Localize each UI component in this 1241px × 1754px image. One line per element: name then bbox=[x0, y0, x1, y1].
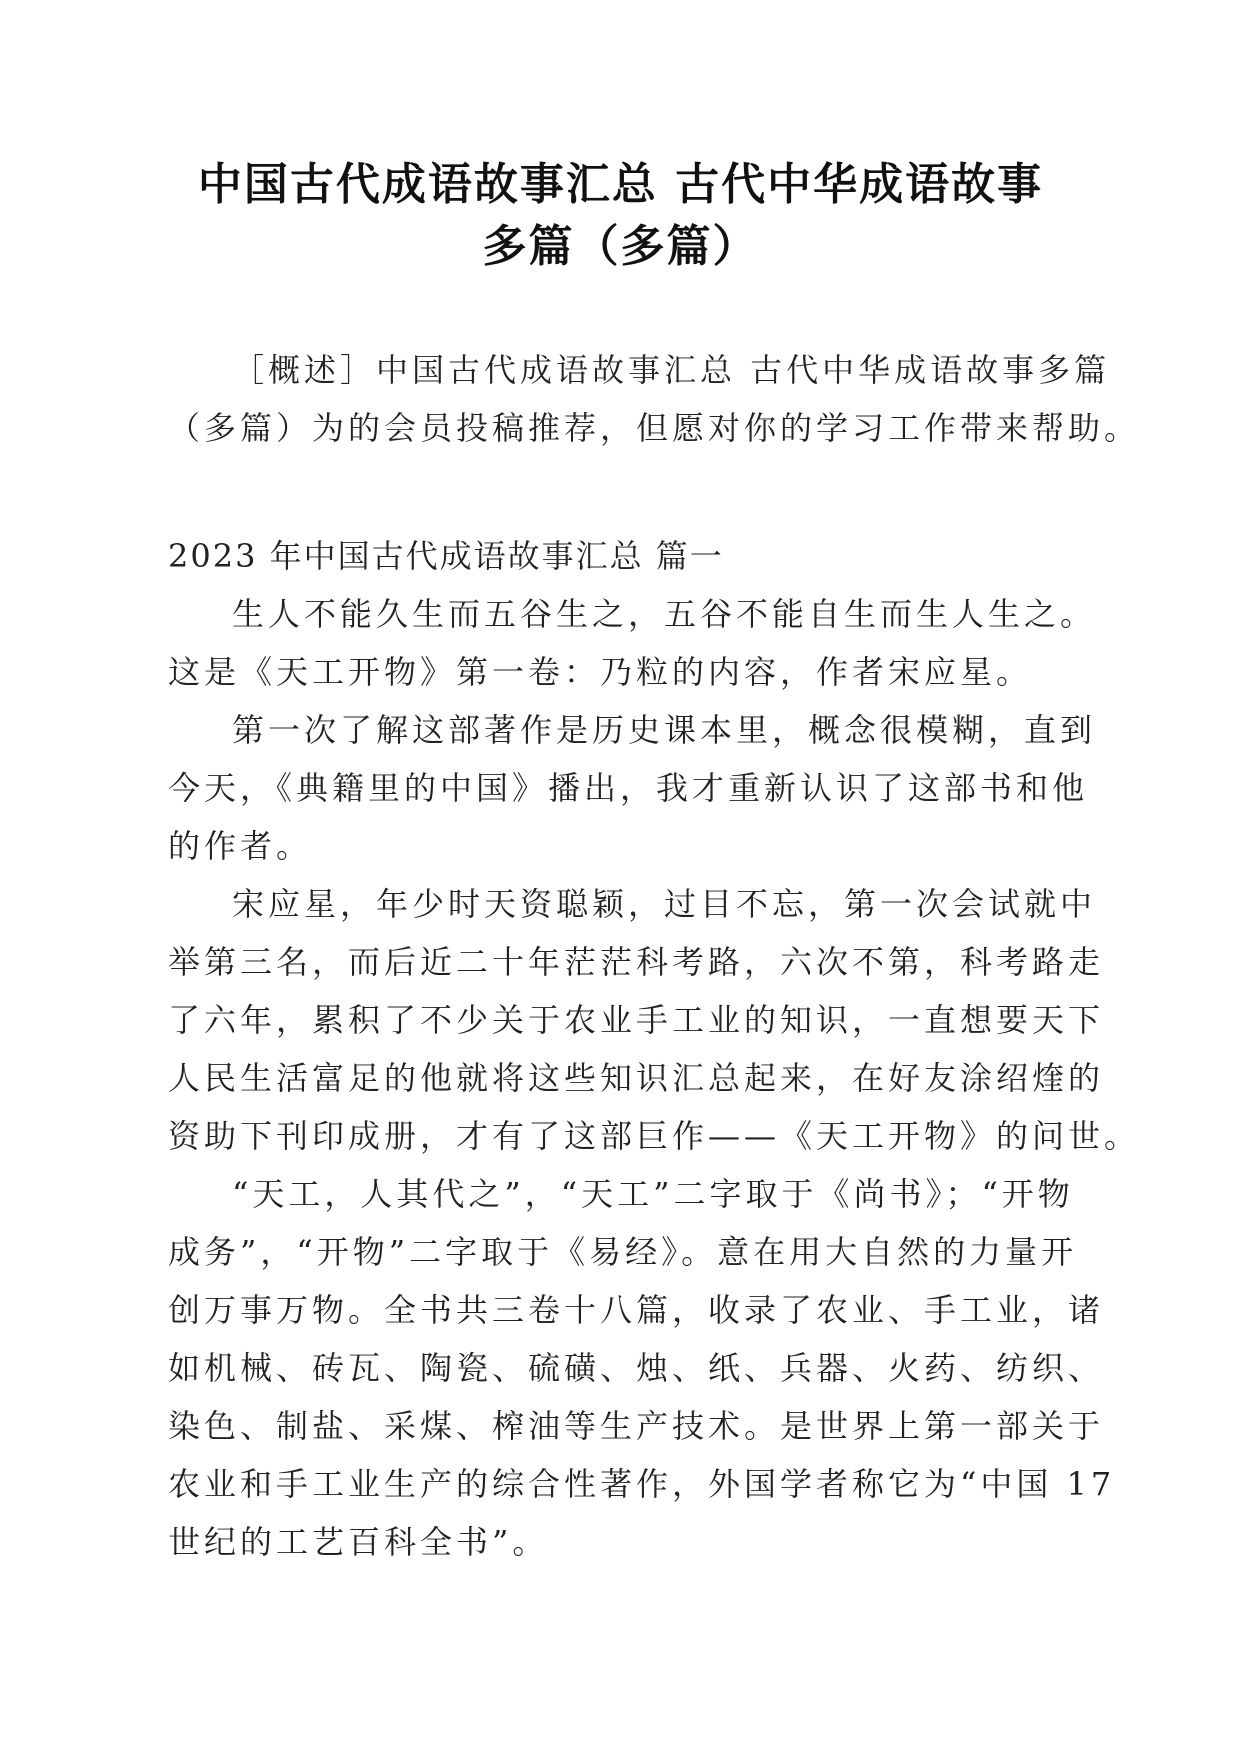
summary-line-1: ［概述］中国古代成语故事汇总 古代中华成语故事多篇 bbox=[232, 351, 1111, 389]
paragraph-line: 农业和手工业生产的综合性著作，外国学者称它为“中国 17 bbox=[168, 1465, 1116, 1503]
document-title-line-1: 中国古代成语故事汇总 古代中华成语故事 bbox=[197, 159, 1044, 210]
document-title-line-2: 多篇（多篇） bbox=[482, 221, 759, 272]
paragraph-line: 世纪的工艺百科全书”。 bbox=[168, 1523, 549, 1561]
paragraph-line: 了六年，累积了不少关于农业手工业的知识，一直想要天下 bbox=[168, 1001, 1105, 1039]
paragraph-line: 成务”，“开物”二字取于《易经》。意在用大自然的力量开 bbox=[168, 1233, 1078, 1271]
paragraph-line: 宋应星，年少时天资聪颖，过目不忘，第一次会试就中 bbox=[232, 885, 1097, 923]
summary-line-2: （多篇）为的会员投稿推荐，但愿对你的学习工作带来帮助。 bbox=[168, 409, 1141, 447]
paragraph-line: 人民生活富足的他就将这些知识汇总起来，在好友涂绍煃的 bbox=[168, 1059, 1105, 1097]
paragraph-line: 染色、制盐、采煤、榨油等生产技术。是世界上第一部关于 bbox=[168, 1407, 1105, 1445]
paragraph-line: 的作者。 bbox=[168, 827, 313, 865]
paragraph-line: 这是《天工开物》第一卷：乃粒的内容，作者宋应星。 bbox=[168, 653, 1033, 691]
paragraph-line: “天工，人其代之”，“天工”二字取于《尚书》；“开物 bbox=[232, 1175, 1074, 1213]
paragraph-line: 生人不能久生而五谷生之，五谷不能自生而生人生之。 bbox=[232, 595, 1097, 633]
paragraph-line: 第一次了解这部著作是历史课本里，概念很模糊，直到 bbox=[232, 711, 1097, 749]
paragraph-line: 举第三名，而后近二十年茫茫科考路，六次不第，科考路走 bbox=[168, 943, 1105, 981]
paragraph-line: 资助下刊印成册，才有了这部巨作——《天工开物》的问世。 bbox=[168, 1117, 1141, 1155]
paragraph-line: 如机械、砖瓦、陶瓷、硫磺、烛、纸、兵器、火药、纺织、 bbox=[168, 1349, 1105, 1387]
paragraph-line: 创万事万物。全书共三卷十八篇，收录了农业、手工业，诸 bbox=[168, 1291, 1105, 1329]
section-heading: 2023 年中国古代成语故事汇总 篇一 bbox=[168, 537, 724, 575]
paragraph-line: 今天，《典籍里的中国》播出，我才重新认识了这部书和他 bbox=[168, 769, 1089, 807]
